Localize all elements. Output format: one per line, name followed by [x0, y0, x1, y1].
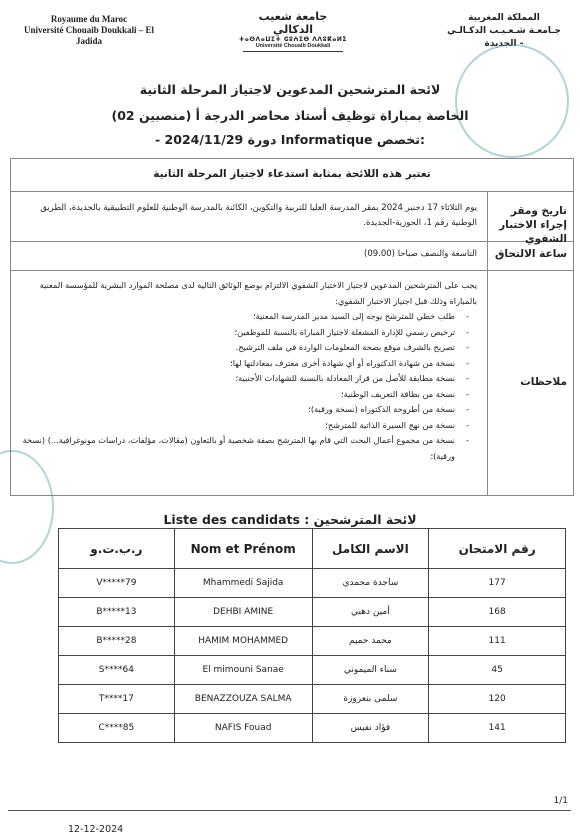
cell-cin: C****85 — [59, 714, 175, 743]
col-header-exam-number: رقم الامتحان — [429, 529, 566, 569]
time-label: ساعة الالتحاق — [494, 248, 567, 260]
cell-name-fr: HAMIM MOHAMMED — [174, 627, 312, 656]
footer-date: 12-12-2024 — [68, 824, 124, 835]
cell-name-ar: سلمى بنعزوزة — [312, 685, 429, 714]
header-fr — [14, 14, 164, 47]
session-text: - دورة 2024/11/29 — [155, 132, 277, 147]
header-fr-line1: Royaume du Maroc — [50, 14, 128, 24]
list-title-ar: لائحة المترشحين — [313, 512, 417, 527]
list-title-fr: Liste des candidats : — [163, 512, 310, 527]
page-number: 1/1 — [553, 796, 568, 806]
note-item: - نسخة مطابقة للأصل من قرار المعادلة بالنسبة للشهادات الأجنبية؛ — [19, 371, 471, 387]
cell-cin: B*****28 — [59, 627, 175, 656]
cell-name-fr: El mimouni Sanae — [174, 656, 312, 685]
notes-label: ملاحظات — [520, 376, 567, 388]
note-item: - تصريح بالشرف موقع بصحة المعلومات الواردة في ملف الترشيح. — [19, 340, 471, 356]
header-ar-line2: جـامعـة شـعـيـب الدكـالـي - الجديدة — [447, 26, 561, 49]
specialty-fr: Informatique — [280, 132, 373, 147]
footer-rule — [8, 810, 571, 811]
cell-cin: T****17 — [59, 685, 175, 714]
doc-title-line2: الخاصة بمباراة توظيف أستاذ محاضر الدرجة أ (منصبين 02) — [111, 108, 469, 123]
candidates-table — [58, 528, 566, 743]
time-value: التاسعة والنصف صباحا (09.00) — [364, 249, 477, 259]
note-item: - نسخة من أطروحة الدكتوراه (نسخة ورقية)؛ — [19, 402, 471, 418]
cell-name-fr: NAFIS Fouad — [174, 714, 312, 743]
col-header-name-ar: الاسم الكامل — [312, 529, 429, 569]
note-item: - نسخة من نهج السيرة الذاتية للمترشح؛ — [19, 418, 471, 434]
table-row — [59, 685, 566, 714]
note-item: - ترخيص رسمي للإدارة المشغلة لاجتياز المباراة بالنسبة للموظفين؛ — [19, 325, 471, 341]
time-row — [11, 241, 573, 271]
cell-name-ar: فؤاد نفيس — [312, 714, 429, 743]
cell-name-ar: ساجدة محمدي — [312, 569, 429, 598]
info-header-row — [11, 159, 573, 192]
logo-rule — [243, 51, 343, 52]
col-header-cin: ر.ب.ت.و — [59, 529, 175, 569]
cell-exam-number: 111 — [429, 627, 566, 656]
cell-cin: V*****79 — [59, 569, 175, 598]
table-row — [59, 714, 566, 743]
table-header-row — [59, 529, 566, 569]
cell-exam-number: 168 — [429, 598, 566, 627]
cell-exam-number: 45 — [429, 656, 566, 685]
date-row — [11, 191, 573, 245]
cell-name-fr: BENAZZOUZA SALMA — [174, 685, 312, 714]
info-box — [10, 158, 574, 496]
list-title — [0, 512, 580, 527]
cell-cin: B*****13 — [59, 598, 175, 627]
notes-content — [19, 278, 477, 464]
cell-name-fr: Mhammedi Sajida — [174, 569, 312, 598]
col-header-name-fr: Nom et Prénom — [174, 529, 312, 569]
specialty-line — [0, 132, 580, 147]
table-row — [59, 598, 566, 627]
cell-name-ar: سناء الميموني — [312, 656, 429, 685]
university-logo — [238, 10, 348, 52]
table-row — [59, 627, 566, 656]
logo-ar-text: جامعة شعيب الدكالي — [258, 10, 328, 36]
logo-fr-text: Université Chouaib Doukkali — [255, 43, 331, 49]
logo-amazigh-text: ⵜⴰⵙⴷⴰⵡⵉⵜ ⵛⵓⵄⵉⴱ ⴷⴷⵓⴽⴰⵍⵉ — [239, 36, 347, 43]
notes-list — [19, 309, 477, 464]
table-row — [59, 656, 566, 685]
info-header: تعتبر هذه اللائحة بمثابة استدعاء لاجتياز المرحلة الثانية — [153, 168, 431, 180]
cell-exam-number: 120 — [429, 685, 566, 714]
note-item: - نسخة من بطاقة التعريف الوطنية؛ — [19, 387, 471, 403]
notes-intro: يجب على المترشحين المدعوين لاجتياز الاختبار الشفوي الالتزام بوضع الوثائق التالية لدى مصلحة الموارد البشرية للمؤسسة المعنية بالمباراة وذلك قبل اجتياز الاختبار الشفوي: — [39, 280, 477, 306]
cell-exam-number: 177 — [429, 569, 566, 598]
note-item: - نسخة من شهادة الدكتوراه أو أي شهادة أخرى معترف بمعادلتها لها؛ — [19, 356, 471, 372]
cell-exam-number: 141 — [429, 714, 566, 743]
note-item: - نسخة من مجموع أعمال البحث التي قام بها المترشح بصفة شخصية أو بالتعاون (مقالات، مؤلفات، دراسات مونوغرافية...) (نسخة ورقية)؛ — [19, 433, 471, 464]
cell-cin: S****64 — [59, 656, 175, 685]
note-item: - طلب خطي للمترشح يوجه إلى السيد مدير المدرسة المعنية؛ — [19, 309, 471, 325]
notes-row — [11, 270, 573, 495]
specialty-label-ar: تخصص: — [376, 132, 425, 147]
header-fr-line2: Université Chouaib Doukkali – El Jadida — [23, 25, 155, 46]
cell-name-fr: DEHBI AMINE — [174, 598, 312, 627]
cell-name-ar: محمد حميم — [312, 627, 429, 656]
doc-title-line1: لائحة المترشحين المدعوين لاجتياز المرحلة الثانية — [139, 82, 441, 97]
header-ar-line1: المملكة المغربية — [468, 13, 540, 23]
date-value: يوم الثلاثاء 17 دجنبر 2024 بمقر المدرسة العليا للتربية والتكوين، الكائنة بالمدرسة الوطنية للعلوم التطبيقية بالجديدة، الطريق الوطنية رقم 1، الحوزية-الجديدة. — [40, 203, 477, 228]
table-row — [59, 569, 566, 598]
date-label: تاريخ ومقر إجراء الاختبار الشفوي — [499, 205, 567, 245]
cell-name-ar: أمين دهبي — [312, 598, 429, 627]
